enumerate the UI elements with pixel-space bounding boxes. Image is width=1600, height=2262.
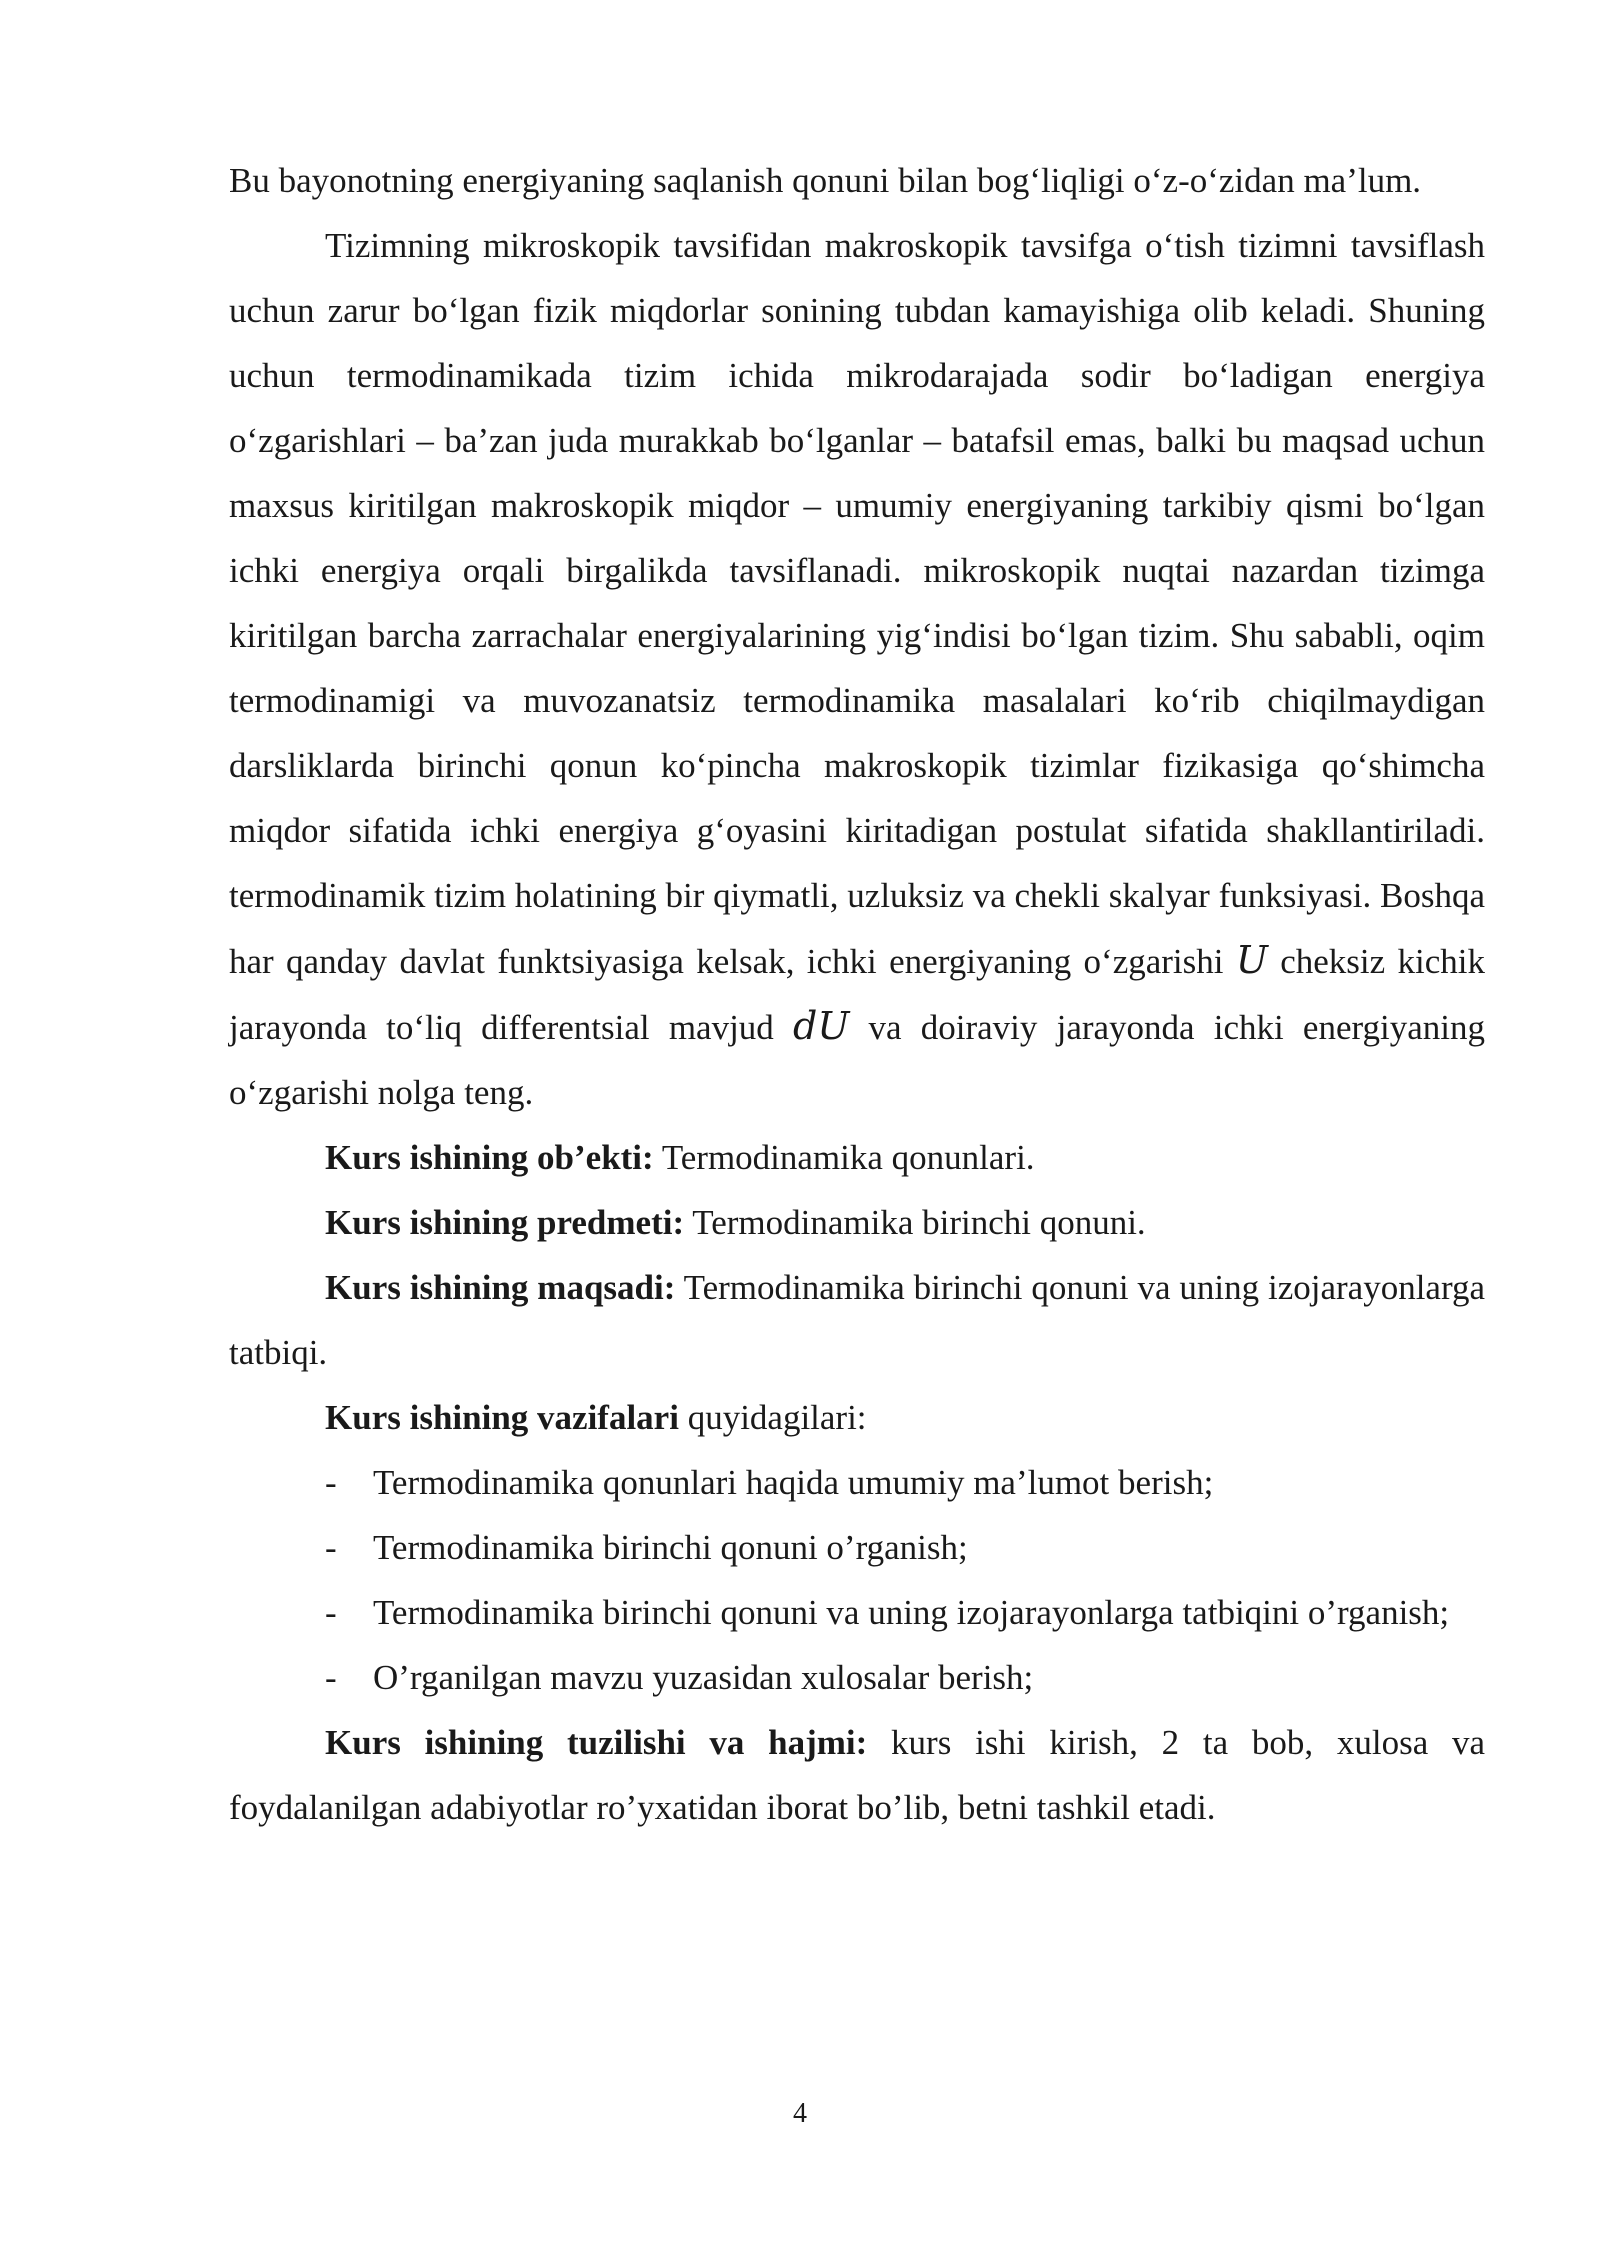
- course-subject: [229, 1190, 1485, 1255]
- task-text: Termodinamika qonunlari haqida umumiy ma’lumot berish;: [373, 1463, 1214, 1502]
- document-page: [229, 148, 1485, 1840]
- course-tasks-label: Kurs ishining vazifalari: [325, 1398, 679, 1437]
- paragraph-text: va doiraviy jarayonda ichki energiyaning o‘zgarishi nolga teng.: [229, 1008, 1486, 1112]
- course-tasks-text: quyidagilari:: [678, 1398, 867, 1437]
- course-object-text: Termodinamika qonunlari.: [653, 1138, 1035, 1177]
- paragraph-text: Tizimning mikroskopik tavsifidan makroskopik tavsifga o‘tish tizimni tavsiflash uchun zarur bo‘lgan fizik miqdorlar sonining tubdan kamayishiga olib keladi. Shuning uchun termodinamikada tizim ichida mikrodarajada sodir bo‘ladigan energiya o‘zgarishlari – ba’zan juda murakkab bo‘lganlar – batafsil emas, balki bu maqsad uchun maxsus kiritilgan makroskopik miqdor – umumiy energiyaning tarkibiy qismi bo‘lgan ichki energiya orqali birgalikda tavsiflanadi. mikroskopik nuqtai nazardan tizimga kiritilgan barcha zarrachalar energiyalarining yig‘indisi bo‘lgan tizim. Shu sababli, oqim termodinamigi va muvozanatsiz termodinamika masalalari ko‘rib chiqilmaydigan darsliklarda birinchi qonun ko‘pincha makroskopik tizimlar fizikasiga qo‘shimcha miqdor sifatida ichki energiya g‘oyasini kiritadigan postulat sifatida shakllantiriladi. termodinamik tizim holatining bir qiymatli, uzluksiz va chekli skalyar funksiyasi. Boshqa har qanday davlat funktsiyasiga kelsak, ichki energiyaning o‘zgarishi: [229, 226, 1485, 981]
- math-symbol-u: U: [1235, 938, 1268, 982]
- course-subject-label: Kurs ishining predmeti:: [325, 1203, 685, 1242]
- list-dash: -: [325, 1593, 337, 1632]
- task-list-item: [229, 1515, 1485, 1580]
- course-object: [229, 1125, 1485, 1190]
- course-object-label: Kurs ishining ob’ekti:: [325, 1138, 654, 1177]
- list-dash: -: [325, 1463, 337, 1502]
- task-list-item: [229, 1645, 1485, 1710]
- paragraph-intro: Bu bayonotning energiyaning saqlanish qonuni bilan bog‘liqligi o‘z-o‘zidan ma’lum.: [229, 161, 1422, 200]
- course-structure-label: Kurs ishining tuzilishi va hajmi:: [325, 1723, 868, 1762]
- paragraph-internal-energy: [229, 213, 1485, 1125]
- task-text: O’rganilgan mavzu yuzasidan xulosalar berish;: [373, 1658, 1034, 1697]
- course-structure: [229, 1710, 1485, 1840]
- course-subject-text: Termodinamika birinchi qonuni.: [684, 1203, 1146, 1242]
- task-text: Termodinamika birinchi qonuni o’rganish;: [373, 1528, 968, 1567]
- list-dash: -: [325, 1528, 337, 1567]
- course-goal: [229, 1255, 1485, 1385]
- page-number: 4: [793, 2098, 807, 2129]
- list-dash: -: [325, 1658, 337, 1697]
- task-list-item: [229, 1580, 1485, 1645]
- course-tasks: [229, 1385, 1485, 1450]
- paragraph-text: cheksiz kichik jarayonda to‘liq differentsial mavjud: [229, 942, 1485, 1047]
- course-structure-text: kurs ishi kirish, 2 ta bob, xulosa va foydalanilgan adabiyotlar ro’yxatidan iborat bo’lib, betni tashkil etadi.: [229, 1723, 1486, 1827]
- task-text: Termodinamika birinchi qonuni va uning izojarayonlarga tatbiqini o’rganish;: [373, 1593, 1450, 1632]
- math-symbol-du: dU: [793, 1004, 850, 1048]
- task-list-item: [229, 1450, 1485, 1515]
- course-goal-label: Kurs ishining maqsadi:: [325, 1268, 676, 1307]
- course-goal-text: Termodinamika birinchi qonuni va uning izojarayonlarga tatbiqi.: [229, 1268, 1486, 1372]
